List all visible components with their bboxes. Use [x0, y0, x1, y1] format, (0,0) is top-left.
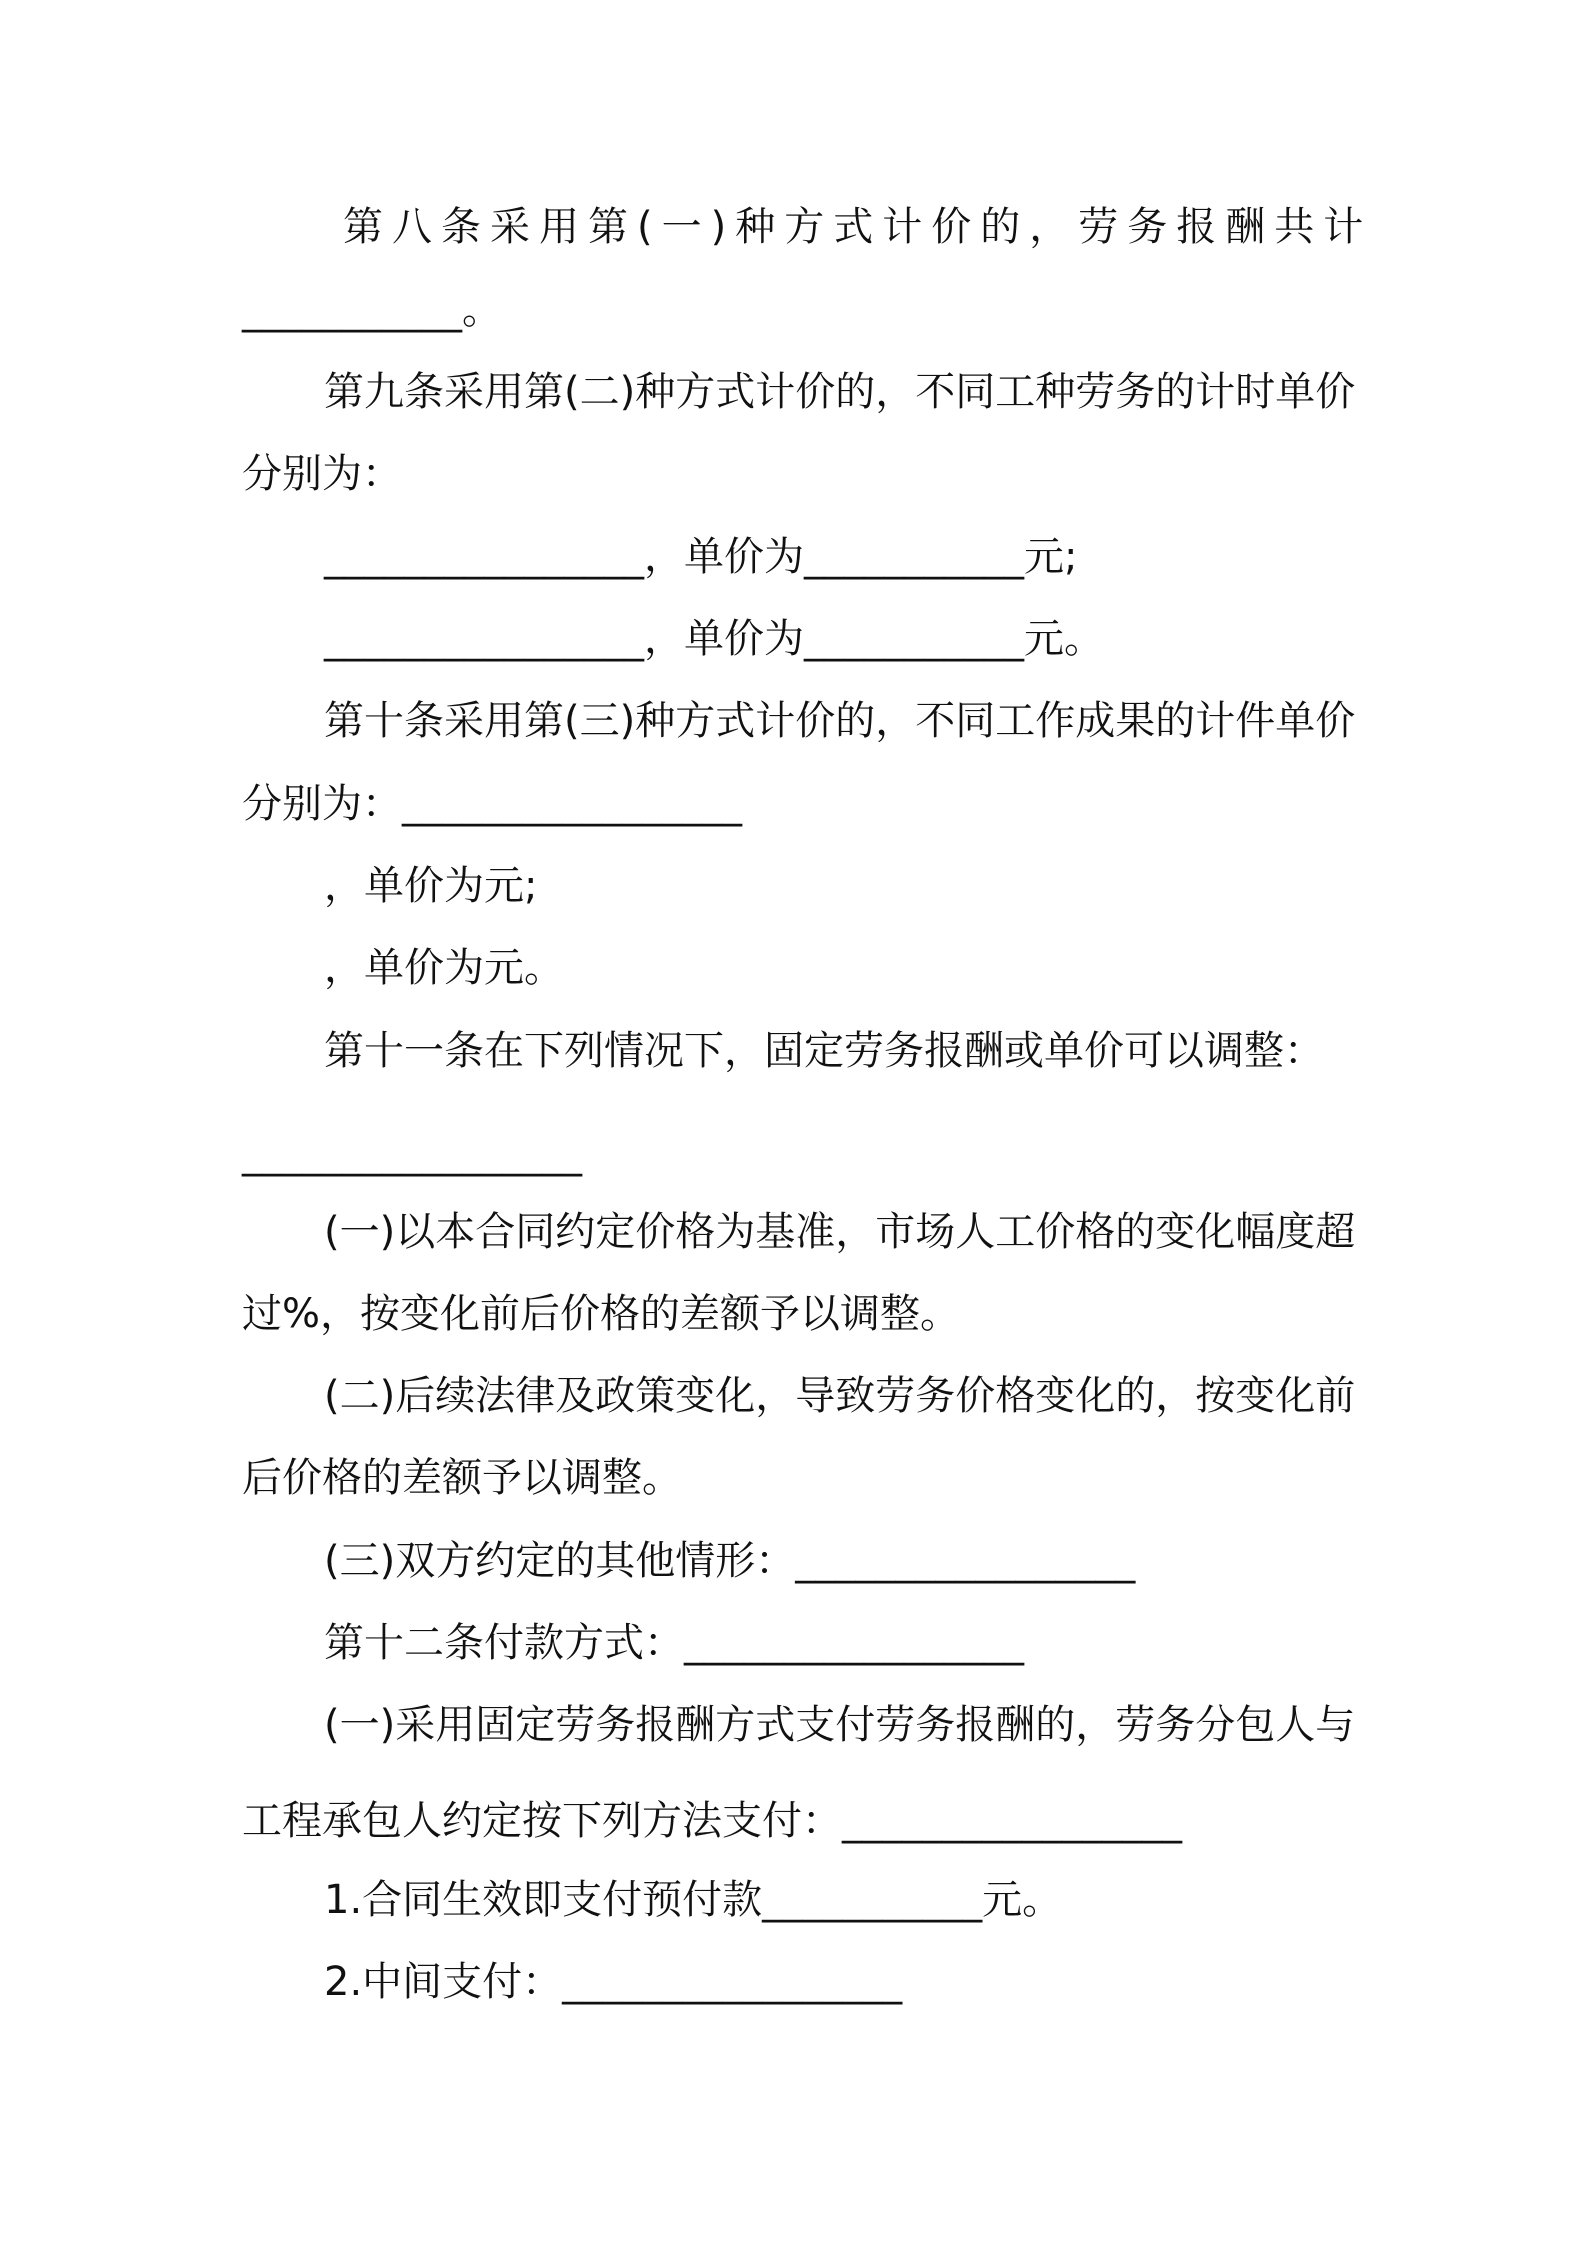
piece-price-line-1: ，单价为元;	[324, 863, 538, 909]
hourly-price-blank-2: ________________，单价为___________元。	[324, 616, 1104, 662]
payment-clause-1-line-1: (一)采用固定劳务报酬方式支付劳务报酬的，劳务分包人与	[324, 1702, 1356, 1748]
piece-price-line-2: ，单价为元。	[324, 945, 564, 991]
clause-3-line: (三)双方约定的其他情形：_________________	[324, 1538, 1136, 1584]
payment-item-2: 2.中间支付：_________________	[324, 1959, 903, 2005]
article-11-line-1: 第十一条在下列情况下，固定劳务报酬或单价可以调整：	[324, 1028, 1324, 1074]
payment-item-1: 1.合同生效即支付预付款___________元。	[324, 1877, 1063, 1923]
article-10-line-1: 第十条采用第(三)种方式计价的，不同工作成果的计件单价	[324, 698, 1356, 744]
article-11-blank: _________________	[242, 1131, 582, 1177]
article-9-line-1: 第九条采用第(二)种方式计价的，不同工种劳务的计时单价	[324, 369, 1356, 415]
article-8-line-2: ___________。	[242, 287, 502, 333]
article-10-line-2: 分别为：_________________	[242, 781, 742, 827]
clause-1-line-1: (一)以本合同约定价格为基准，市场人工价格的变化幅度超	[324, 1209, 1356, 1255]
article-8-line-1: 第八条采用第(一)种方式计价的，劳务报酬共计	[343, 204, 1373, 250]
hourly-price-blank-1: ________________，单价为___________元;	[324, 534, 1078, 580]
article-9-line-2: 分别为：	[242, 451, 402, 497]
payment-clause-1-line-2: 工程承包人约定按下列方法支付：_________________	[242, 1798, 1182, 1844]
article-12-line: 第十二条付款方式：_________________	[324, 1620, 1024, 1666]
clause-1-line-2: 过%，按变化前后价格的差额予以调整。	[242, 1291, 961, 1337]
clause-2-line-2: 后价格的差额予以调整。	[242, 1455, 682, 1501]
clause-2-line-1: (二)后续法律及政策变化，导致劳务价格变化的，按变化前	[324, 1373, 1356, 1419]
